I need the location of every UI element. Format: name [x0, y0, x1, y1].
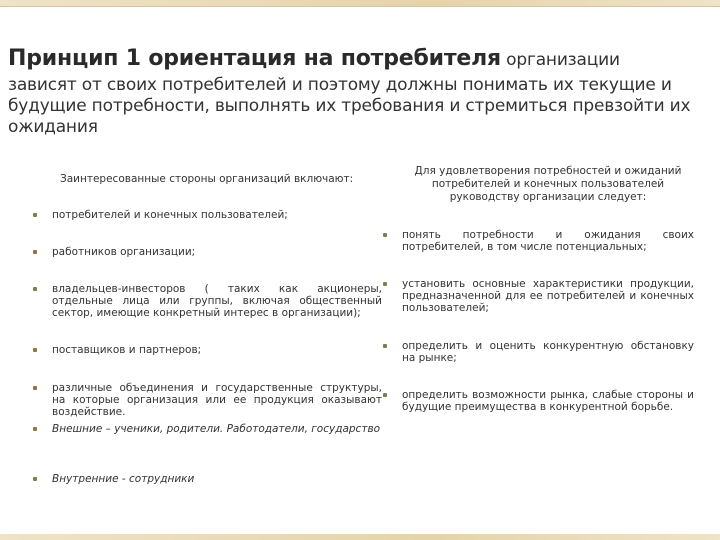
list-item-text: работников организации; — [52, 246, 196, 258]
list-item — [52, 473, 194, 485]
list-item-text: установить основные характеристики продукции, предназначенной для ее потребителей и конечных пользователей; — [402, 278, 694, 314]
list-item-text: различные объединения и государственные структуры, на которые организация или ее продукция оказывают воздействие. — [52, 382, 382, 418]
list-item — [52, 382, 382, 418]
bullet-icon — [33, 477, 37, 481]
list-item-text: потребителей и конечных пользователей; — [52, 209, 288, 221]
title-inline-rest: организации — [506, 50, 620, 70]
title-rest: зависят от своих потребителей и поэтому должны понимать их текущие и будущие потребности, выполнять их требования и стремиться превзойти их ожидания — [8, 75, 691, 137]
bullet-icon — [33, 427, 37, 431]
list-item — [52, 283, 382, 319]
bullet-icon — [33, 386, 37, 390]
list-item — [402, 340, 694, 364]
bullet-icon — [383, 282, 387, 286]
bullet-icon — [383, 344, 387, 348]
slide-title — [8, 48, 714, 138]
list-item — [402, 229, 694, 253]
list-item — [52, 423, 380, 435]
list-item — [52, 209, 288, 221]
list-item — [52, 246, 195, 258]
list-item-text: владельцев-инвесторов ( таких как акционеры, отдельные лица или группы, включая общественный сектор, имеющие конкретный интерес в организации); — [52, 283, 382, 319]
list-item-text: Внутренние - сотрудники — [52, 473, 195, 485]
bullet-icon — [33, 213, 37, 217]
bullet-icon — [33, 348, 37, 352]
list-item-text: Внешние – ученики, родители. Работодатели, государство — [52, 423, 381, 435]
bullet-icon — [383, 233, 387, 237]
list-item — [52, 344, 201, 356]
list-item — [402, 278, 694, 314]
bottom-decorative-bar — [0, 534, 720, 540]
bullet-icon — [33, 287, 37, 291]
list-item-text: понять потребности и ожидания своих потребителей, в том числе потенциальных; — [402, 229, 694, 253]
bullet-icon — [383, 393, 387, 397]
top-decorative-line — [0, 6, 720, 7]
list-item-text: поставщиков и партнеров; — [52, 344, 202, 356]
right-column-header: Для удовлетворения потребностей и ожиданий потребителей и конечных пользователей руководству организации следует: — [414, 165, 682, 203]
left-column-header: Заинтересованные стороны организаций включают: — [60, 173, 354, 185]
list-item-text: определить возможности рынка, слабые стороны и будущие преимущества в конкурентной борьбе. — [402, 389, 694, 413]
bullet-icon — [33, 250, 37, 254]
title-strong: Принцип 1 ориентация на потребителя — [8, 46, 501, 71]
list-item — [402, 389, 694, 413]
list-item-text: определить и оценить конкурентную обстановку на рынке; — [402, 340, 694, 364]
